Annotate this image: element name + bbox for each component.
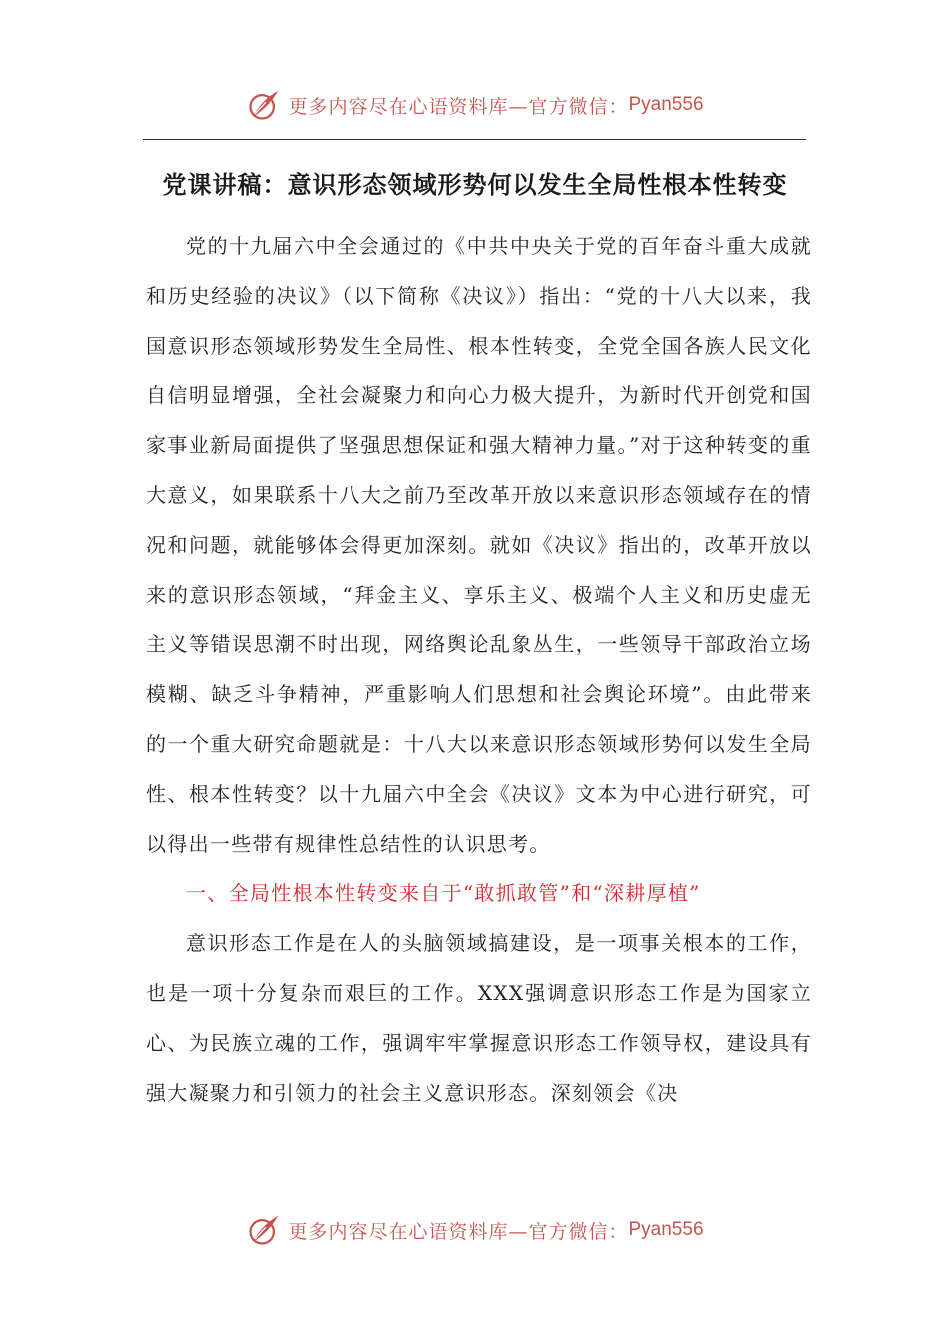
body-paragraph: 意识形态工作是在人的头脑领域搞建设，是一项事关根本的工作，也是一项十分复杂而艰巨的工作。XXX强调意识形态工作是为国家立心、为民族立魂的工作，强调牢牢掌握意识形态工作领导权，建设具有强大凝聚力和引领力的社会主义意识形态。深刻领会《决 [146,931,812,1105]
banner-text: 更多内容尽在心语资料库—官方微信： [288,1220,629,1243]
banner-handle: Pyan556 [628,1219,704,1240]
footer-watermark-banner [0,1210,950,1250]
banner-text: 更多内容尽在心语资料库—官方微信： [288,95,629,118]
document-body [146,222,812,1118]
header-divider [143,139,806,140]
document-title: 党课讲稿：意识形态领域形势何以发生全局性根本性转变 [162,171,788,199]
body-paragraph: 党的十九届六中全会通过的《中共中央关于党的百年奋斗重大成就和历史经验的决议》（以下简称《决议》）指出：“党的十八大以来，我国意识形态领域形势发生全局性、根本性转变，全党全国各族人民文化自信明显增强，全社会凝聚力和向心力极大提升，为新时代开创党和国家事业新局面提供了坚强思想保证和强大精神力量。”对于这种转变的重大意义，如果联系十八大之前乃至改革开放以来意识形态领域存在的情况和问题，就能够体会得更加深刻。就如《决议》指出的，改革开放以来的意识形态领域，“拜金主义、享乐主义、极端个人主义和历史虚无主义等错误思潮不时出现，网络舆论乱象丛生，一些领导干部政治立场模糊、缺乏斗争精神，严重影响人们思想和社会舆论环境”。由此带来的一个重大研究命题就是：十八大以来意识形态领域形势何以发生全局性、根本性转变？以十九届六中全会《决议》文本为中心进行研究，可以得出一些带有规律性总结性的认识思考。 [146,234,812,856]
header-watermark-banner [0,85,950,125]
quill-pen-icon [246,1212,282,1248]
banner-handle: Pyan556 [628,94,704,115]
quill-pen-icon [246,87,282,123]
section-heading: 一、全局性根本性转变来自于“敢抓敢管”和“深耕厚植” [186,881,701,906]
